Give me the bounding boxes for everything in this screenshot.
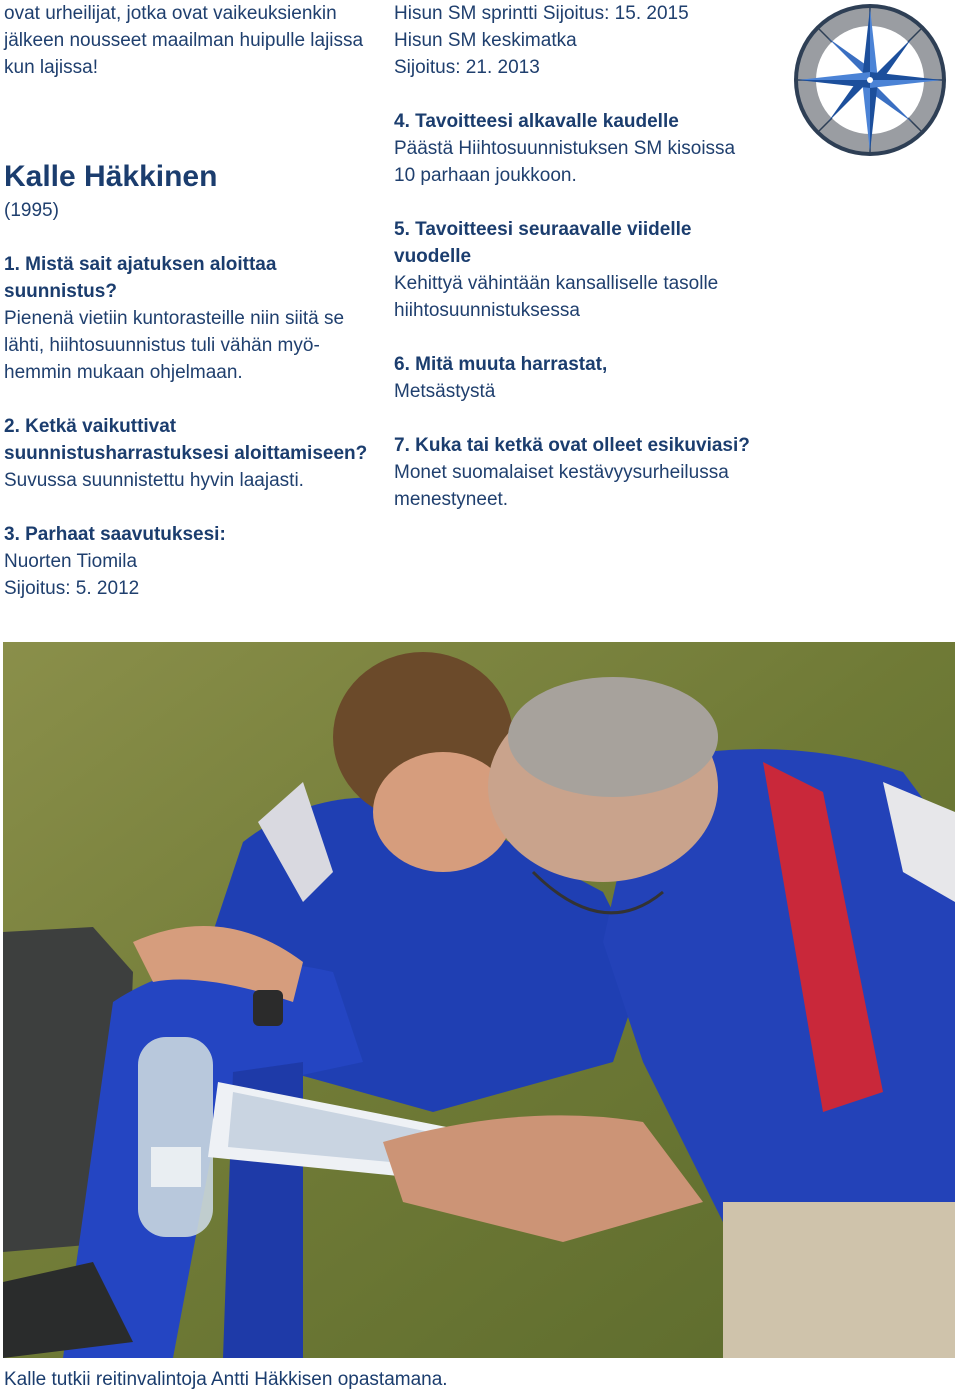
answer-3-continued: Hisun SM keskimatka <box>394 30 577 51</box>
answer-5: hiihtosuunnistuksessa <box>394 300 580 321</box>
intro-line: ovat urheilijat, jotka ovat vaikeuksienkin <box>4 3 337 24</box>
question-2: suunnistusharrastuksesi aloittamiseen? <box>4 443 368 464</box>
answer-3-continued: Sijoitus: 21. 2013 <box>394 57 540 78</box>
answer-1: lähti, hiihtosuunnistus tuli vähän myö- <box>4 335 320 356</box>
answer-3: Nuorten Tiomila <box>4 551 138 572</box>
answer-3-continued: Hisun SM sprintti Sijoitus: 15. 2015 <box>394 3 689 24</box>
compass-rose-icon <box>792 2 948 158</box>
left-column <box>4 0 384 602</box>
answer-7: Monet suomalaiset kestävyysurheilussa <box>394 462 729 483</box>
answer-4: Päästä Hiihtosuunnistuksen SM kisoissa <box>394 138 736 159</box>
answer-2: Suvussa suunnistettu hyvin laajasti. <box>4 470 304 491</box>
birth-year: (1995) <box>4 200 59 221</box>
answer-5: Kehittyä vähintään kansalliselle tasolle <box>394 273 719 294</box>
question-7: 7. Kuka tai ketkä ovat olleet esikuviasi? <box>394 435 750 456</box>
photo-caption: Kalle tutkii reitinvalintoja Antti Häkkisen opastamana. <box>4 1369 448 1390</box>
question-4: 4. Tavoitteesi alkavalle kaudelle <box>394 111 679 132</box>
answer-6: Metsästystä <box>394 381 496 402</box>
answer-7: menestyneet. <box>394 489 509 510</box>
question-5: 5. Tavoitteesi seuraavalle viidelle <box>394 219 692 240</box>
question-1: 1. Mistä sait ajatuksen aloittaa <box>4 254 277 275</box>
answer-3: Sijoitus: 5. 2012 <box>4 578 140 599</box>
athlete-name: Kalle Häkkinen <box>4 160 218 193</box>
question-2: 2. Ketkä vaikuttivat <box>4 416 177 437</box>
intro-line: jälkeen nousseet maailman huipulle lajissa <box>4 30 364 51</box>
question-6: 6. Mitä muuta harrastat, <box>394 354 608 375</box>
answer-4: 10 parhaan joukkoon. <box>394 165 577 186</box>
question-5: vuodelle <box>394 246 472 267</box>
question-1: suunnistus? <box>4 281 117 302</box>
answer-1: hemmin mukaan ohjelmaan. <box>4 362 243 383</box>
question-3: 3. Parhaat saavutuksesi: <box>4 524 226 545</box>
intro-line: kun lajissa! <box>4 57 98 78</box>
answer-1: Pienenä vietiin kuntorasteille niin siitä se <box>4 308 345 329</box>
photo-orienteers-reading-map <box>3 642 955 1358</box>
right-column <box>394 0 784 513</box>
